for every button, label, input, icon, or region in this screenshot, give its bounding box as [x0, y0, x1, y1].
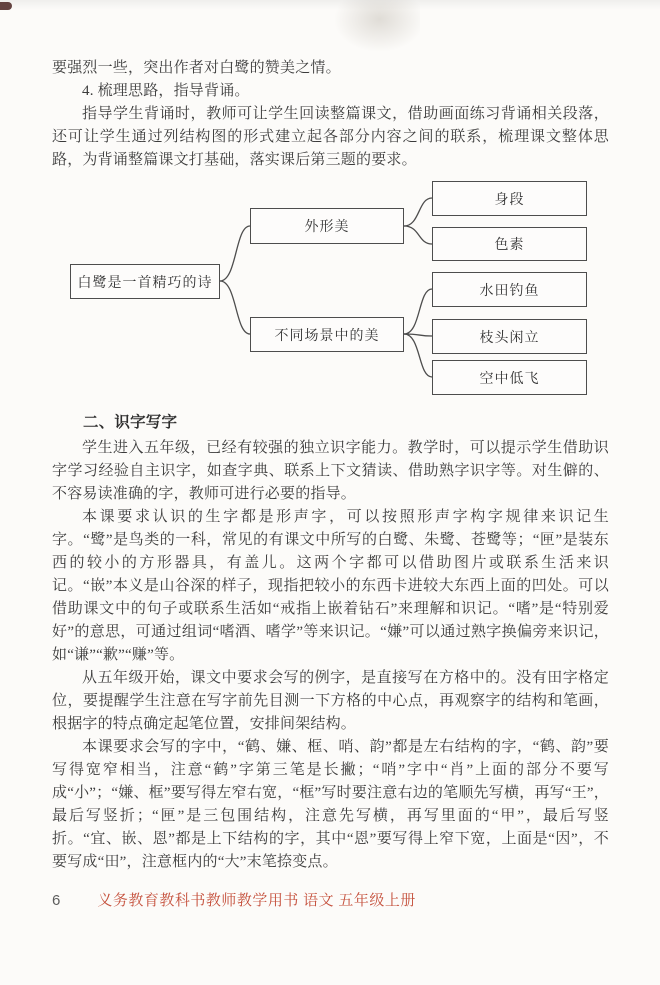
paragraph-grid-writing: 从五年级开始，课文中要求会写的例字，是直接写在方格中的。没有田字格定位，要提醒学生注意在写字前先目测一下方格的中心点，再观察字的结构和笔画，根据字的特点确定起笔位置，安排间架结构。: [52, 670, 609, 732]
lower-text-block: [52, 411, 609, 874]
diagram-node-flying: 空中低飞: [432, 360, 587, 395]
page-number: 6: [52, 892, 61, 909]
diagram-node-standing: 枝头闲立: [432, 319, 587, 354]
paragraph-character-recognition: 本课要求认识的生字都是形声字，可以按照形声字构字规律来识记生字。“鹭”是鸟类的一科，常见的有课文中所写的白鹭、朱鹭、苍鹭等；“匣”是装东西的较小的方形器具，有盖儿。这两个字都可以借助图片或联系生活来识记。“嵌”本义是山谷深的样子，现指把较小的东西卡进较大东西上面的凹处。可以借助课文中的句子或联系生活如“戒指上嵌着钻石”来理解和识记。“嗜”是“特别爱好”的意思，可通过组词“嗜酒、嗜学”等来识记。“嫌”可以通过熟字换偏旁来识记，如“谦”“歉”“赚”等。: [52, 509, 610, 663]
diagram-node-color: 色素: [432, 227, 587, 261]
paragraph-recitation-guide: 指导学生背诵时，教师可让学生回读整篇课文，借助画面练习背诵相关段落，还可让学生通过列结构图的形式建立起各部分内容之间的联系，梳理课文整体思路，为背诵整篇课文打基础，落实课后第三题的要求。: [52, 106, 609, 168]
page-footer: [52, 889, 612, 910]
paragraph-literacy-intro: 学生进入五年级，已经有较强的独立识字能力。教学时，可以提示学生借助识字学习经验自主识字，如查字典、联系上下文猜读、借助熟字识字等。对生僻的、不容易读准确的字，教师可进行必要的指导。: [52, 440, 609, 502]
section-heading: 二、识字写字: [83, 414, 178, 431]
scan-smudge: [330, 0, 420, 55]
book-title: 义务教育教科书教师教学用书 语文 五年级上册: [97, 893, 416, 909]
structure-diagram: [0, 181, 660, 399]
upper-text-block: [52, 57, 609, 172]
diagram-node-root: 白鹭是一首精巧的诗: [70, 264, 220, 299]
diagram-node-appearance: 外形美: [250, 208, 404, 244]
diagram-node-fishing: 水田钓鱼: [432, 272, 587, 307]
diagram-node-scenes: 不同场景中的美: [250, 317, 404, 352]
paragraph-step4: 4. 梳理思路，指导背诵。: [82, 83, 250, 99]
paragraph-continuation: 要强烈一些，突出作者对白鹭的赞美之情。: [52, 60, 341, 76]
scan-corner-mark: [0, 2, 12, 10]
diagram-node-figure: 身段: [432, 181, 587, 216]
paragraph-writing-detail: 本课要求会写的字中，“鹤、嫌、框、哨、韵”都是左右结构的字，“鹤、韵”要写得宽窄相当，注意“鹤”字第三笔是长撇；“哨”字中“肖”上面的部分不要写成“小”；“嫌、框”要写得左窄右宽，“框”写时要注意右边的笔顺先写横，再写“王”，最后写竖折；“匣”是三包围结构，注意先写横，再写里面的“甲”，最后写竖折。“宜、嵌、恩”都是上下结构的字，其中“恩”要写得上窄下宽，上面是“因”，不要写成“田”，注意框内的“大”末笔捺变点。: [52, 739, 609, 870]
